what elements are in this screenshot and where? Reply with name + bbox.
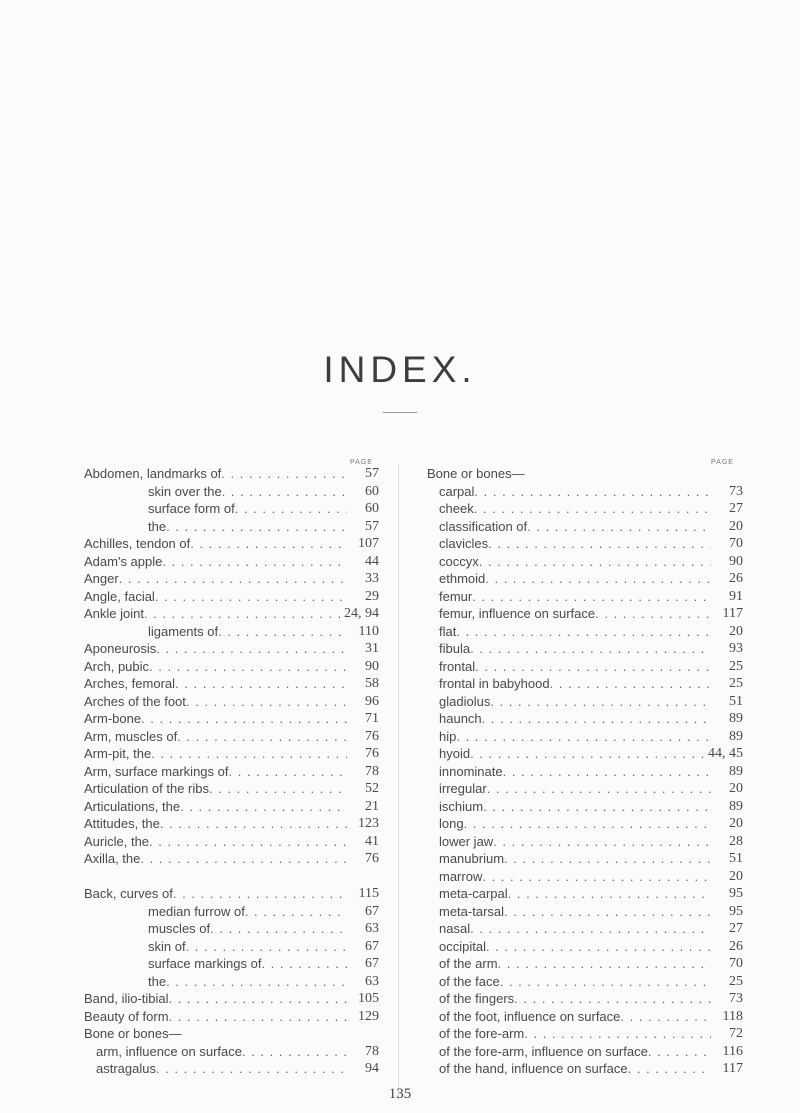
index-entry [84, 588, 379, 606]
entry-term: haunch [439, 711, 482, 726]
entry-page: 51 [729, 851, 743, 866]
entry-term: Aponeurosis [84, 641, 157, 656]
entry-page: 94 [365, 1061, 379, 1076]
dot-leader [470, 745, 704, 763]
entry-page: 73 [729, 991, 743, 1006]
dot-leader [156, 640, 347, 658]
entry-page: 51 [729, 693, 743, 709]
entry-page: 89 [729, 763, 743, 779]
index-entry [84, 570, 379, 588]
entry-page: 25 [729, 658, 743, 674]
dot-leader [482, 710, 711, 728]
dot-leader [490, 693, 711, 711]
entry-term: of the foot, influence on surface [439, 1008, 621, 1024]
entry-page: 20 [729, 623, 743, 639]
entry-page: 89 [729, 711, 743, 726]
entry-term: Bone or bones— [427, 466, 525, 481]
entry-term: Articulations, the [84, 798, 181, 814]
entry-page: 67 [365, 956, 379, 971]
dot-leader [503, 763, 711, 781]
dot-leader [186, 693, 347, 711]
entry-term: of the arm [439, 956, 498, 971]
dot-leader [119, 570, 347, 588]
entry-page: 76 [365, 851, 379, 866]
dot-leader [504, 850, 711, 868]
entry-page: 58 [365, 676, 379, 691]
dot-leader [550, 675, 711, 693]
entry-term: frontal in babyhood [439, 676, 550, 691]
entry-page: 44, 45 [708, 746, 743, 761]
entry-term: the [148, 973, 167, 989]
dot-leader [190, 535, 347, 553]
index-entry [427, 938, 743, 956]
index-entry [84, 780, 379, 798]
entry-term: arm, influence on surface [96, 1043, 242, 1059]
dot-leader [486, 938, 711, 956]
dot-leader [498, 955, 711, 973]
entry-page [347, 1025, 379, 1043]
index-entry [84, 973, 379, 991]
entry-page: 24, 94 [344, 606, 379, 621]
entry-term: lower jaw [439, 833, 494, 849]
dot-leader [166, 973, 347, 991]
entry-page: 117 [722, 606, 743, 621]
index-entry [84, 1060, 379, 1078]
index-entry [84, 1008, 379, 1026]
index-entry [427, 885, 743, 903]
index-entry [84, 903, 379, 921]
index-entry [84, 553, 379, 571]
entry-page: 76 [365, 728, 379, 744]
index-entry [84, 850, 379, 868]
dot-leader [524, 1025, 711, 1043]
dot-leader [472, 588, 711, 606]
entry-term: meta-tarsal [439, 903, 505, 919]
dot-leader [160, 815, 347, 833]
entry-page: 41 [365, 833, 379, 849]
entry-term: Auricle, the [84, 833, 150, 849]
index-entry [84, 658, 379, 676]
entry-term: femur [439, 588, 473, 604]
page-title: INDEX. [323, 349, 477, 390]
entry-term: surface form of [148, 501, 235, 516]
entry-page: 107 [358, 536, 379, 551]
entry-page: 115 [358, 886, 379, 901]
index-entry [427, 710, 743, 728]
dot-leader [210, 920, 347, 938]
entry-page: 123 [358, 816, 379, 831]
index-entry [427, 483, 743, 501]
dot-leader [229, 763, 348, 781]
entry-term: of the hand, influence on surface [439, 1061, 628, 1076]
entry-term: gladiolus [439, 693, 491, 709]
index-entry [84, 938, 379, 956]
entry-page: 95 [729, 886, 743, 901]
index-entry [427, 605, 743, 623]
dot-leader [141, 710, 347, 728]
entry-page: 60 [365, 501, 379, 516]
entry-page: 91 [729, 588, 743, 604]
index-entry [427, 1008, 743, 1026]
index-entry [84, 833, 379, 851]
entry-page [711, 465, 743, 483]
entry-term: of the fingers [439, 991, 515, 1006]
index-entry [84, 640, 379, 658]
index-entry [427, 500, 743, 518]
dot-leader [485, 570, 711, 588]
entry-term: irregular [439, 781, 487, 796]
entry-page: 67 [365, 938, 379, 954]
entry-page: 89 [729, 728, 743, 744]
index-entry [84, 518, 379, 536]
dot-leader [218, 623, 347, 641]
entry-page: 110 [358, 623, 379, 639]
entry-page: 27 [729, 501, 743, 516]
entry-page: 26 [729, 571, 743, 586]
entry-term: median furrow of [148, 903, 245, 919]
dot-leader [186, 938, 347, 956]
index-entry [84, 623, 379, 641]
index-entry [427, 850, 743, 868]
entry-page: 70 [729, 536, 743, 551]
index-entry [84, 990, 379, 1008]
entry-page: 70 [729, 956, 743, 971]
entry-page: 118 [722, 1008, 743, 1024]
entry-page: 90 [729, 553, 743, 569]
dot-leader [182, 1025, 347, 1043]
entry-term: Beauty of form [84, 1008, 169, 1024]
entry-term: hyoid [439, 746, 471, 761]
entry-term: nasal [439, 921, 471, 936]
entry-page: 28 [729, 833, 743, 849]
entry-term: skin of [148, 938, 186, 954]
entry-term: surface markings of [148, 956, 262, 971]
index-entry [84, 500, 379, 518]
entry-page: 96 [365, 693, 379, 709]
index-entry [427, 903, 743, 921]
entry-page: 25 [729, 973, 743, 989]
index-entry [427, 745, 743, 763]
entry-term: fibula [439, 641, 471, 656]
dot-leader [479, 553, 711, 571]
dot-leader [527, 518, 711, 536]
entry-page: 105 [358, 991, 379, 1006]
entry-page: 44 [365, 553, 379, 569]
index-entry [427, 868, 743, 886]
dot-leader [482, 868, 711, 886]
index-entry [84, 955, 379, 973]
entry-page: 71 [365, 711, 379, 726]
entry-page: 116 [722, 1043, 743, 1059]
entry-term: Articulation of the ribs [84, 781, 210, 796]
entry-term: flat [439, 623, 457, 639]
dot-leader [156, 1060, 347, 1078]
index-entry [427, 990, 743, 1008]
dot-leader [173, 885, 347, 903]
page-column-header-left: PAGE [350, 459, 373, 466]
entry-term: the [148, 518, 167, 534]
dot-leader [648, 1043, 711, 1061]
entry-page: 20 [729, 868, 743, 884]
entry-page: 57 [365, 518, 379, 534]
dot-leader [456, 623, 711, 641]
dot-leader [470, 640, 711, 658]
index-column-right [427, 465, 743, 1078]
entry-term: astragalus [96, 1061, 156, 1076]
entry-term: Arm-bone [84, 711, 142, 726]
dot-leader [456, 728, 711, 746]
entry-page: 78 [365, 763, 379, 779]
dot-leader [235, 500, 347, 518]
entry-term: Arm-pit, the [84, 746, 152, 761]
entry-page: 21 [365, 798, 379, 814]
entry-term: Angle, facial [84, 588, 155, 604]
entry-term: Band, ilio-tibial [84, 991, 169, 1006]
index-entry [427, 763, 743, 781]
index-entry [84, 535, 379, 553]
entry-term: marrow [439, 868, 483, 884]
index-entry [427, 1025, 743, 1043]
dot-leader [474, 483, 711, 501]
section-gap [84, 868, 379, 886]
index-entry [84, 693, 379, 711]
index-entry [427, 570, 743, 588]
dot-leader [169, 1008, 347, 1026]
dot-leader [475, 658, 711, 676]
entry-page: 95 [729, 903, 743, 919]
index-entry [427, 693, 743, 711]
dot-leader [474, 500, 711, 518]
title-rule [383, 412, 417, 413]
entry-term: occipital [439, 938, 486, 954]
entry-term: Arm, muscles of [84, 728, 178, 744]
index-entry [84, 465, 379, 483]
entry-term: Attitudes, the [84, 816, 160, 831]
index-entry [427, 518, 743, 536]
entry-page: 20 [729, 781, 743, 796]
entry-page: 129 [358, 1008, 379, 1024]
entry-term: Arches, femoral [84, 676, 176, 691]
index-entry [427, 833, 743, 851]
entry-term: Back, curves of [84, 886, 173, 901]
dot-leader [144, 605, 340, 623]
entry-page: 33 [365, 571, 379, 586]
dot-leader [242, 1043, 347, 1061]
index-entry [427, 553, 743, 571]
entry-term: muscles of [148, 921, 211, 936]
page-number: 135 [388, 1086, 412, 1102]
entry-term: cheek [439, 501, 474, 516]
entry-term: Arches of the foot [84, 693, 186, 709]
entry-page: 27 [729, 921, 743, 936]
entry-term: manubrium [439, 851, 505, 866]
dot-leader [261, 955, 347, 973]
entry-page: 52 [365, 781, 379, 796]
entry-term: long [439, 816, 464, 831]
index-entry [84, 745, 379, 763]
dot-leader [140, 850, 347, 868]
entry-term: Abdomen, landmarks of [84, 466, 222, 481]
index-entry [84, 1043, 379, 1061]
index-entry [84, 728, 379, 746]
entry-term: ligaments of [148, 623, 219, 639]
dot-leader [525, 465, 711, 483]
entry-term: ischium [439, 798, 484, 814]
entry-page: 29 [365, 588, 379, 604]
dot-leader [464, 815, 711, 833]
entry-term: ethmoid [439, 571, 486, 586]
entry-page: 78 [365, 1043, 379, 1059]
index-entry [427, 623, 743, 641]
entry-term: femur, influence on surface [439, 606, 596, 621]
entry-page: 25 [729, 676, 743, 691]
dot-leader [151, 745, 347, 763]
entry-term: Anger [84, 571, 119, 586]
entry-page: 26 [729, 938, 743, 954]
index-entry [427, 780, 743, 798]
dot-leader [628, 1060, 711, 1078]
entry-page: 67 [365, 903, 379, 919]
dot-leader [209, 780, 347, 798]
entry-term: hip [439, 728, 457, 744]
index-entry [84, 798, 379, 816]
entry-page: 72 [729, 1026, 743, 1041]
entry-page: 20 [729, 816, 743, 831]
index-entry [427, 675, 743, 693]
entry-term: skin over the [148, 483, 222, 499]
entry-term: Arm, surface markings of [84, 763, 229, 779]
dot-leader [470, 920, 711, 938]
entry-term: classification of [439, 518, 528, 534]
index-entry [427, 588, 743, 606]
dot-leader [595, 605, 711, 623]
entry-term: Adam's apple [84, 553, 163, 569]
dot-leader [504, 903, 711, 921]
index-entry [427, 815, 743, 833]
dot-leader [149, 833, 347, 851]
column-divider [398, 464, 399, 1100]
entry-term: Bone or bones— [84, 1026, 182, 1041]
dot-leader [493, 833, 711, 851]
index-entry [427, 1060, 743, 1078]
entry-term: Ankle joint [84, 606, 144, 621]
dot-leader [166, 518, 347, 536]
dot-leader [221, 465, 347, 483]
entry-term: of the fore-arm, influence on surface [439, 1043, 648, 1059]
dot-leader [222, 483, 347, 501]
entry-term: of the fore-arm [439, 1026, 525, 1041]
index-entry [427, 1043, 743, 1061]
dot-leader [177, 728, 347, 746]
entry-page: 63 [365, 973, 379, 989]
dot-leader [180, 798, 347, 816]
index-column-left [84, 465, 379, 1078]
entry-page: 93 [729, 641, 743, 656]
entry-page: 117 [722, 1061, 743, 1076]
index-entry [84, 1025, 379, 1043]
entry-page: 57 [365, 466, 379, 481]
entry-page: 63 [365, 921, 379, 936]
dot-leader [500, 973, 711, 991]
index-entry [84, 815, 379, 833]
entry-term: meta-carpal [439, 886, 508, 901]
entry-term: Achilles, tendon of [84, 536, 191, 551]
index-entry [84, 920, 379, 938]
page-column-header-right: PAGE [711, 459, 734, 466]
index-entry [84, 483, 379, 501]
index-entry [84, 885, 379, 903]
index-entry [84, 710, 379, 728]
entry-term: Arch, pubic [84, 658, 150, 674]
dot-leader [483, 798, 711, 816]
entry-term: of the face [439, 973, 500, 989]
dot-leader [488, 535, 711, 553]
index-entry [84, 675, 379, 693]
index-entry [427, 535, 743, 553]
index-entry [427, 920, 743, 938]
dot-leader [162, 553, 347, 571]
dot-leader [620, 1008, 711, 1026]
entry-term: clavicles [439, 536, 489, 551]
entry-page: 60 [365, 483, 379, 499]
entry-term: innominate [439, 763, 503, 779]
entry-page: 90 [365, 658, 379, 674]
entry-term: coccyx [439, 553, 479, 569]
index-entry [427, 728, 743, 746]
dot-leader [149, 658, 347, 676]
entry-page: 76 [365, 746, 379, 761]
entry-page: 31 [365, 641, 379, 656]
dot-leader [175, 675, 347, 693]
entry-page: 20 [729, 518, 743, 534]
dot-leader [487, 780, 711, 798]
entry-page: 73 [729, 483, 743, 499]
index-entry [84, 763, 379, 781]
dot-leader [508, 885, 711, 903]
entry-page: 89 [729, 798, 743, 814]
index-entry [427, 798, 743, 816]
index-entry [427, 658, 743, 676]
entry-term: carpal [439, 483, 475, 499]
entry-term: frontal [439, 658, 476, 674]
index-entry [427, 973, 743, 991]
index-entry [427, 465, 743, 483]
dot-leader [169, 990, 347, 1008]
dot-leader [514, 990, 711, 1008]
index-entry [427, 955, 743, 973]
dot-leader [245, 903, 347, 921]
index-entry [427, 640, 743, 658]
dot-leader [155, 588, 347, 606]
entry-term: Axilla, the [84, 851, 141, 866]
index-entry [84, 605, 379, 623]
